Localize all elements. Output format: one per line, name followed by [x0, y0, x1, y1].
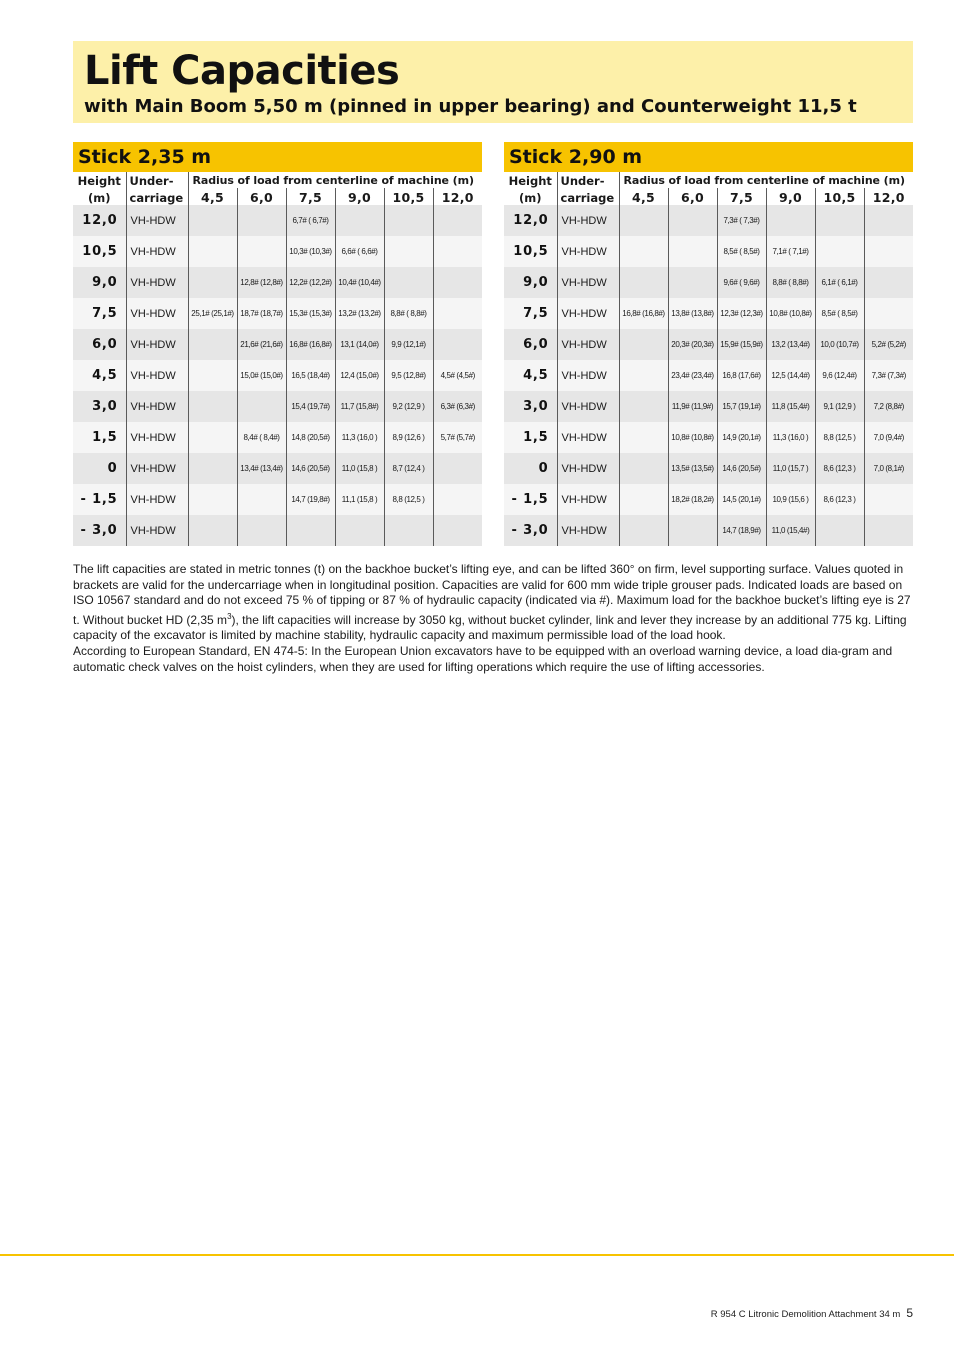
capacity-cell [864, 267, 913, 298]
radius-value: 12,0 [433, 188, 482, 205]
capacity-cell: 9,2 (12,9 ) [384, 391, 433, 422]
radius-value: 10,5 [815, 188, 864, 205]
capacity-cell [188, 391, 237, 422]
capacity-cell: 15,3# (15,3#) [286, 298, 335, 329]
capacity-cell [188, 515, 237, 546]
capacity-cell: 8,6 (12,3 ) [815, 484, 864, 515]
capacity-cell: 8,5# ( 8,5#) [815, 298, 864, 329]
capacity-cell: 14,7 (19,8#) [286, 484, 335, 515]
undercarriage-cell: VH-HDW [557, 515, 619, 546]
capacity-cell: 11,8 (15,4#) [766, 391, 815, 422]
capacity-cell: 11,0 (15,8 ) [335, 453, 384, 484]
undercarriage-cell: VH-HDW [126, 422, 188, 453]
capacity-cell: 6,6# ( 6,6#) [335, 236, 384, 267]
capacity-cell: 8,6 (12,3 ) [815, 453, 864, 484]
capacity-cell [619, 453, 668, 484]
table-row [504, 267, 913, 298]
radius-header: Radius of load from centerline of machine (m) [619, 172, 913, 188]
capacity-cell: 16,5 (18,4#) [286, 360, 335, 391]
capacity-cell [619, 360, 668, 391]
capacity-cell [619, 236, 668, 267]
undercarriage-header: Under- [557, 172, 619, 188]
height-header: Height [73, 172, 126, 188]
capacity-cell: 18,7# (18,7#) [237, 298, 286, 329]
radius-value: 7,5 [286, 188, 335, 205]
undercarriage-header-2: carriage [126, 188, 188, 205]
radius-header: Radius of load from centerline of machine (m) [188, 172, 482, 188]
lift-capacity-table [504, 172, 913, 546]
table-row [504, 236, 913, 267]
capacity-cell [237, 391, 286, 422]
page-header [73, 41, 913, 123]
capacity-cell: 8,8# ( 8,8#) [766, 267, 815, 298]
capacity-cell: 15,4 (19,7#) [286, 391, 335, 422]
stick-table-block-2 [504, 142, 913, 546]
capacity-cell: 9,1 (12,9 ) [815, 391, 864, 422]
capacity-cell: 10,9 (15,6 ) [766, 484, 815, 515]
capacity-cell [237, 515, 286, 546]
capacity-cell [668, 236, 717, 267]
capacity-cell [188, 453, 237, 484]
capacity-cell: 18,2# (18,2#) [668, 484, 717, 515]
capacity-cell: 14,8 (20,5#) [286, 422, 335, 453]
capacity-cell: 7,1# ( 7,1#) [766, 236, 815, 267]
capacity-cell: 7,3# (7,3#) [864, 360, 913, 391]
capacity-cell: 11,3 (16,0 ) [335, 422, 384, 453]
height-cell: 6,0 [73, 329, 126, 360]
capacity-cell: 23,4# (23,4#) [668, 360, 717, 391]
radius-value: 10,5 [384, 188, 433, 205]
capacity-cell: 16,8# (16,8#) [619, 298, 668, 329]
table-row [504, 515, 913, 546]
capacity-cell: 11,3 (16,0 ) [766, 422, 815, 453]
stick-title: Stick 2,90 m [504, 142, 913, 172]
height-cell: 3,0 [73, 391, 126, 422]
undercarriage-cell: VH-HDW [557, 267, 619, 298]
capacity-cell [815, 515, 864, 546]
capacity-cell: 6,3# (6,3#) [433, 391, 482, 422]
height-cell: 6,0 [504, 329, 557, 360]
capacity-cell: 21,6# (21,6#) [237, 329, 286, 360]
table-row [73, 453, 482, 484]
undercarriage-cell: VH-HDW [126, 484, 188, 515]
capacity-cell: 20,3# (20,3#) [668, 329, 717, 360]
table-row [73, 515, 482, 546]
capacity-cell: 5,2# (5,2#) [864, 329, 913, 360]
height-cell: 12,0 [73, 205, 126, 236]
capacity-cell: 12,2# (12,2#) [286, 267, 335, 298]
capacity-cell: 6,7# ( 6,7#) [286, 205, 335, 236]
capacity-cell [188, 484, 237, 515]
capacity-cell [668, 267, 717, 298]
capacity-cell [384, 515, 433, 546]
undercarriage-cell: VH-HDW [557, 329, 619, 360]
capacity-cell [619, 329, 668, 360]
capacity-cell: 9,6# ( 9,6#) [717, 267, 766, 298]
capacity-cell: 8,8 (12,5 ) [384, 484, 433, 515]
capacity-cell: 25,1# (25,1#) [188, 298, 237, 329]
notes-superscript: 3 [227, 611, 232, 621]
capacity-cell [433, 205, 482, 236]
capacity-cell [766, 205, 815, 236]
capacity-cell [815, 205, 864, 236]
capacity-cell: 9,5 (12,8#) [384, 360, 433, 391]
height-cell: 10,5 [504, 236, 557, 267]
radius-value: 6,0 [237, 188, 286, 205]
undercarriage-cell: VH-HDW [557, 422, 619, 453]
capacity-cell: 13,8# (13,8#) [668, 298, 717, 329]
table-row [73, 267, 482, 298]
radius-value: 12,0 [864, 188, 913, 205]
capacity-cell [188, 422, 237, 453]
capacity-cell: 11,7 (15,8#) [335, 391, 384, 422]
radius-value: 9,0 [766, 188, 815, 205]
capacity-cell [864, 205, 913, 236]
lift-capacity-table [73, 172, 482, 546]
capacity-cell: 9,6 (12,4#) [815, 360, 864, 391]
undercarriage-cell: VH-HDW [557, 298, 619, 329]
height-cell: 4,5 [504, 360, 557, 391]
capacity-cell: 10,8# (10,8#) [668, 422, 717, 453]
capacity-cell [619, 422, 668, 453]
capacity-cell [433, 515, 482, 546]
undercarriage-cell: VH-HDW [126, 360, 188, 391]
capacity-cell [815, 236, 864, 267]
capacity-cell [619, 267, 668, 298]
height-cell: 12,0 [504, 205, 557, 236]
notes-paragraph-1 [73, 562, 915, 644]
capacity-cell: 12,8# (12,8#) [237, 267, 286, 298]
capacity-cell [864, 484, 913, 515]
capacity-cell: 13,4# (13,4#) [237, 453, 286, 484]
undercarriage-cell: VH-HDW [126, 298, 188, 329]
capacity-cell [864, 236, 913, 267]
capacity-cell [335, 205, 384, 236]
undercarriage-header-2: carriage [557, 188, 619, 205]
capacity-cell: 14,6 (20,5#) [286, 453, 335, 484]
undercarriage-cell: VH-HDW [126, 329, 188, 360]
undercarriage-cell: VH-HDW [126, 267, 188, 298]
height-cell: - 3,0 [73, 515, 126, 546]
capacity-cell [864, 298, 913, 329]
height-unit: (m) [73, 188, 126, 205]
capacity-cell: 14,5 (20,1#) [717, 484, 766, 515]
capacity-cell [433, 236, 482, 267]
capacity-cell: 11,0 (15,7 ) [766, 453, 815, 484]
capacity-cell [433, 298, 482, 329]
capacity-cell [188, 329, 237, 360]
notes [73, 562, 915, 675]
notes-paragraph-2: According to European Standard, EN 474-5: In the European Union excavators have to be equipped with an overload warning device, a load dia-gram and automatic check valves on the hoist cylinders, when they are used for lifting operations which require the use of lifting accessories. [73, 643, 893, 674]
capacity-cell: 8,8 (12,5 ) [815, 422, 864, 453]
capacity-cell: 12,3# (12,3#) [717, 298, 766, 329]
capacity-cell: 14,9 (20,1#) [717, 422, 766, 453]
capacity-cell [384, 236, 433, 267]
page-footer [711, 1306, 913, 1320]
height-cell: 1,5 [504, 422, 557, 453]
capacity-cell [237, 205, 286, 236]
capacity-cell [433, 267, 482, 298]
table-row [73, 391, 482, 422]
capacity-cell [188, 205, 237, 236]
table-row [504, 453, 913, 484]
footer-doc-title: R 954 C Litronic Demolition Attachment 34 m [710, 1309, 901, 1320]
height-cell: 7,5 [73, 298, 126, 329]
undercarriage-cell: VH-HDW [126, 515, 188, 546]
capacity-cell: 11,1 (15,8 ) [335, 484, 384, 515]
height-cell: 9,0 [73, 267, 126, 298]
table-row [73, 360, 482, 391]
table-row [73, 236, 482, 267]
table-row [504, 205, 913, 236]
radius-value: 7,5 [717, 188, 766, 205]
capacity-cell: 5,7# (5,7#) [433, 422, 482, 453]
stick-title: Stick 2,35 m [73, 142, 482, 172]
capacity-cell: 12,5 (14,4#) [766, 360, 815, 391]
undercarriage-cell: VH-HDW [557, 391, 619, 422]
height-header: Height [504, 172, 557, 188]
capacity-cell: 14,7 (18,9#) [717, 515, 766, 546]
capacity-cell: 10,3# (10,3#) [286, 236, 335, 267]
page-number: 5 [906, 1306, 913, 1320]
radius-value: 4,5 [188, 188, 237, 205]
capacity-cell: 13,2 (13,4#) [766, 329, 815, 360]
height-cell: 10,5 [73, 236, 126, 267]
height-cell: - 1,5 [73, 484, 126, 515]
capacity-cell: 10,4# (10,4#) [335, 267, 384, 298]
capacity-cell [384, 267, 433, 298]
capacity-cell: 11,9# (11,9#) [668, 391, 717, 422]
undercarriage-cell: VH-HDW [126, 453, 188, 484]
capacity-cell: 9,9 (12,1#) [384, 329, 433, 360]
capacity-cell: 8,8# ( 8,8#) [384, 298, 433, 329]
height-unit: (m) [504, 188, 557, 205]
notes-text: The lift capacities are stated in metric tonnes (t) on the backhoe bucket’s lifting eye, and can be lifted 360° on firm, level supporting surface. Values quoted in brackets are valid for the undercarriage when in longitudinal position. Capacities are valid for 600 mm wide triple grouser pads. Indicated loads are based on ISO 10567 standard and do not exceed 75 % of tipping or 87 % of hydraulic capacity (indicated via #). Maximum load for the backhoe bucket’s lifting eye is 27 t. Without bucket HD (2,35 m [73, 562, 911, 627]
capacity-cell [188, 236, 237, 267]
capacity-cell [188, 360, 237, 391]
capacity-cell: 15,0# (15,0#) [237, 360, 286, 391]
capacity-cell: 6,1# ( 6,1#) [815, 267, 864, 298]
capacity-cell [619, 515, 668, 546]
height-cell: 4,5 [73, 360, 126, 391]
height-cell: 3,0 [504, 391, 557, 422]
table-row [73, 329, 482, 360]
page-subtitle: with Main Boom 5,50 m (pinned in upper bearing) and Counterweight 11,5 t [84, 96, 857, 117]
capacity-cell: 15,9# (15,9#) [717, 329, 766, 360]
capacity-cell: 8,7 (12,4 ) [384, 453, 433, 484]
table-row [504, 422, 913, 453]
height-cell: - 1,5 [504, 484, 557, 515]
capacity-cell [668, 205, 717, 236]
capacity-cell [619, 484, 668, 515]
capacity-cell [286, 515, 335, 546]
stick-table-block-1 [73, 142, 482, 546]
capacity-cell [619, 391, 668, 422]
table-row [73, 205, 482, 236]
notes-text: ), the lift capacities will increase by 3050 kg, without bucket cylinder, link and lever they increase by an additional 775 kg. Lifting capacity of the excavator is limited by machine stability, hydraulic capacity and maximum permissible load of the load hook. [73, 612, 907, 643]
capacity-cell: 7,0 (9,4#) [864, 422, 913, 453]
capacity-cell [433, 453, 482, 484]
table-row [73, 484, 482, 515]
capacity-cell: 8,4# ( 8,4#) [237, 422, 286, 453]
height-cell: 7,5 [504, 298, 557, 329]
table-row [504, 360, 913, 391]
height-cell: 9,0 [504, 267, 557, 298]
table-row [73, 422, 482, 453]
undercarriage-cell: VH-HDW [557, 236, 619, 267]
capacity-cell: 10,8# (10,8#) [766, 298, 815, 329]
table-row [73, 298, 482, 329]
height-cell: 1,5 [73, 422, 126, 453]
capacity-cell: 13,5# (13,5#) [668, 453, 717, 484]
undercarriage-cell: VH-HDW [557, 360, 619, 391]
undercarriage-cell: VH-HDW [557, 205, 619, 236]
height-cell: 0 [73, 453, 126, 484]
capacity-cell: 4,5# (4,5#) [433, 360, 482, 391]
radius-value: 6,0 [668, 188, 717, 205]
capacity-cell: 10,0 (10,7#) [815, 329, 864, 360]
capacity-cell: 7,2 (8,8#) [864, 391, 913, 422]
table-row [504, 329, 913, 360]
capacity-cell: 16,8 (17,6#) [717, 360, 766, 391]
undercarriage-cell: VH-HDW [126, 391, 188, 422]
table-row [504, 298, 913, 329]
capacity-cell: 8,9 (12,6 ) [384, 422, 433, 453]
height-cell: 0 [504, 453, 557, 484]
capacity-cell: 7,0 (8,1#) [864, 453, 913, 484]
height-cell: - 3,0 [504, 515, 557, 546]
capacity-cell [335, 515, 384, 546]
capacity-cell: 11,0 (15,4#) [766, 515, 815, 546]
capacity-cell [237, 236, 286, 267]
table-body [73, 205, 482, 546]
capacity-cell: 8,5# ( 8,5#) [717, 236, 766, 267]
capacity-cell [864, 515, 913, 546]
table-row [504, 391, 913, 422]
radius-value: 9,0 [335, 188, 384, 205]
footer-divider [0, 1254, 954, 1256]
undercarriage-cell: VH-HDW [557, 484, 619, 515]
capacity-cell [433, 484, 482, 515]
table-row [504, 484, 913, 515]
capacity-cell: 13,1 (14,0#) [335, 329, 384, 360]
undercarriage-cell: VH-HDW [557, 453, 619, 484]
capacity-cell [384, 205, 433, 236]
capacity-cell: 16,8# (16,8#) [286, 329, 335, 360]
table-body [504, 205, 913, 546]
capacity-cell: 7,3# ( 7,3#) [717, 205, 766, 236]
capacity-cell [619, 205, 668, 236]
capacity-cell: 15,7 (19,1#) [717, 391, 766, 422]
capacity-cell [668, 515, 717, 546]
undercarriage-cell: VH-HDW [126, 236, 188, 267]
undercarriage-header: Under- [126, 172, 188, 188]
undercarriage-cell: VH-HDW [126, 205, 188, 236]
page-title: Lift Capacities [84, 48, 400, 94]
radius-value: 4,5 [619, 188, 668, 205]
capacity-cell [188, 267, 237, 298]
capacity-cell [433, 329, 482, 360]
capacity-cell: 14,6 (20,5#) [717, 453, 766, 484]
capacity-cell: 13,2# (13,2#) [335, 298, 384, 329]
capacity-cell [237, 484, 286, 515]
capacity-cell: 12,4 (15,0#) [335, 360, 384, 391]
